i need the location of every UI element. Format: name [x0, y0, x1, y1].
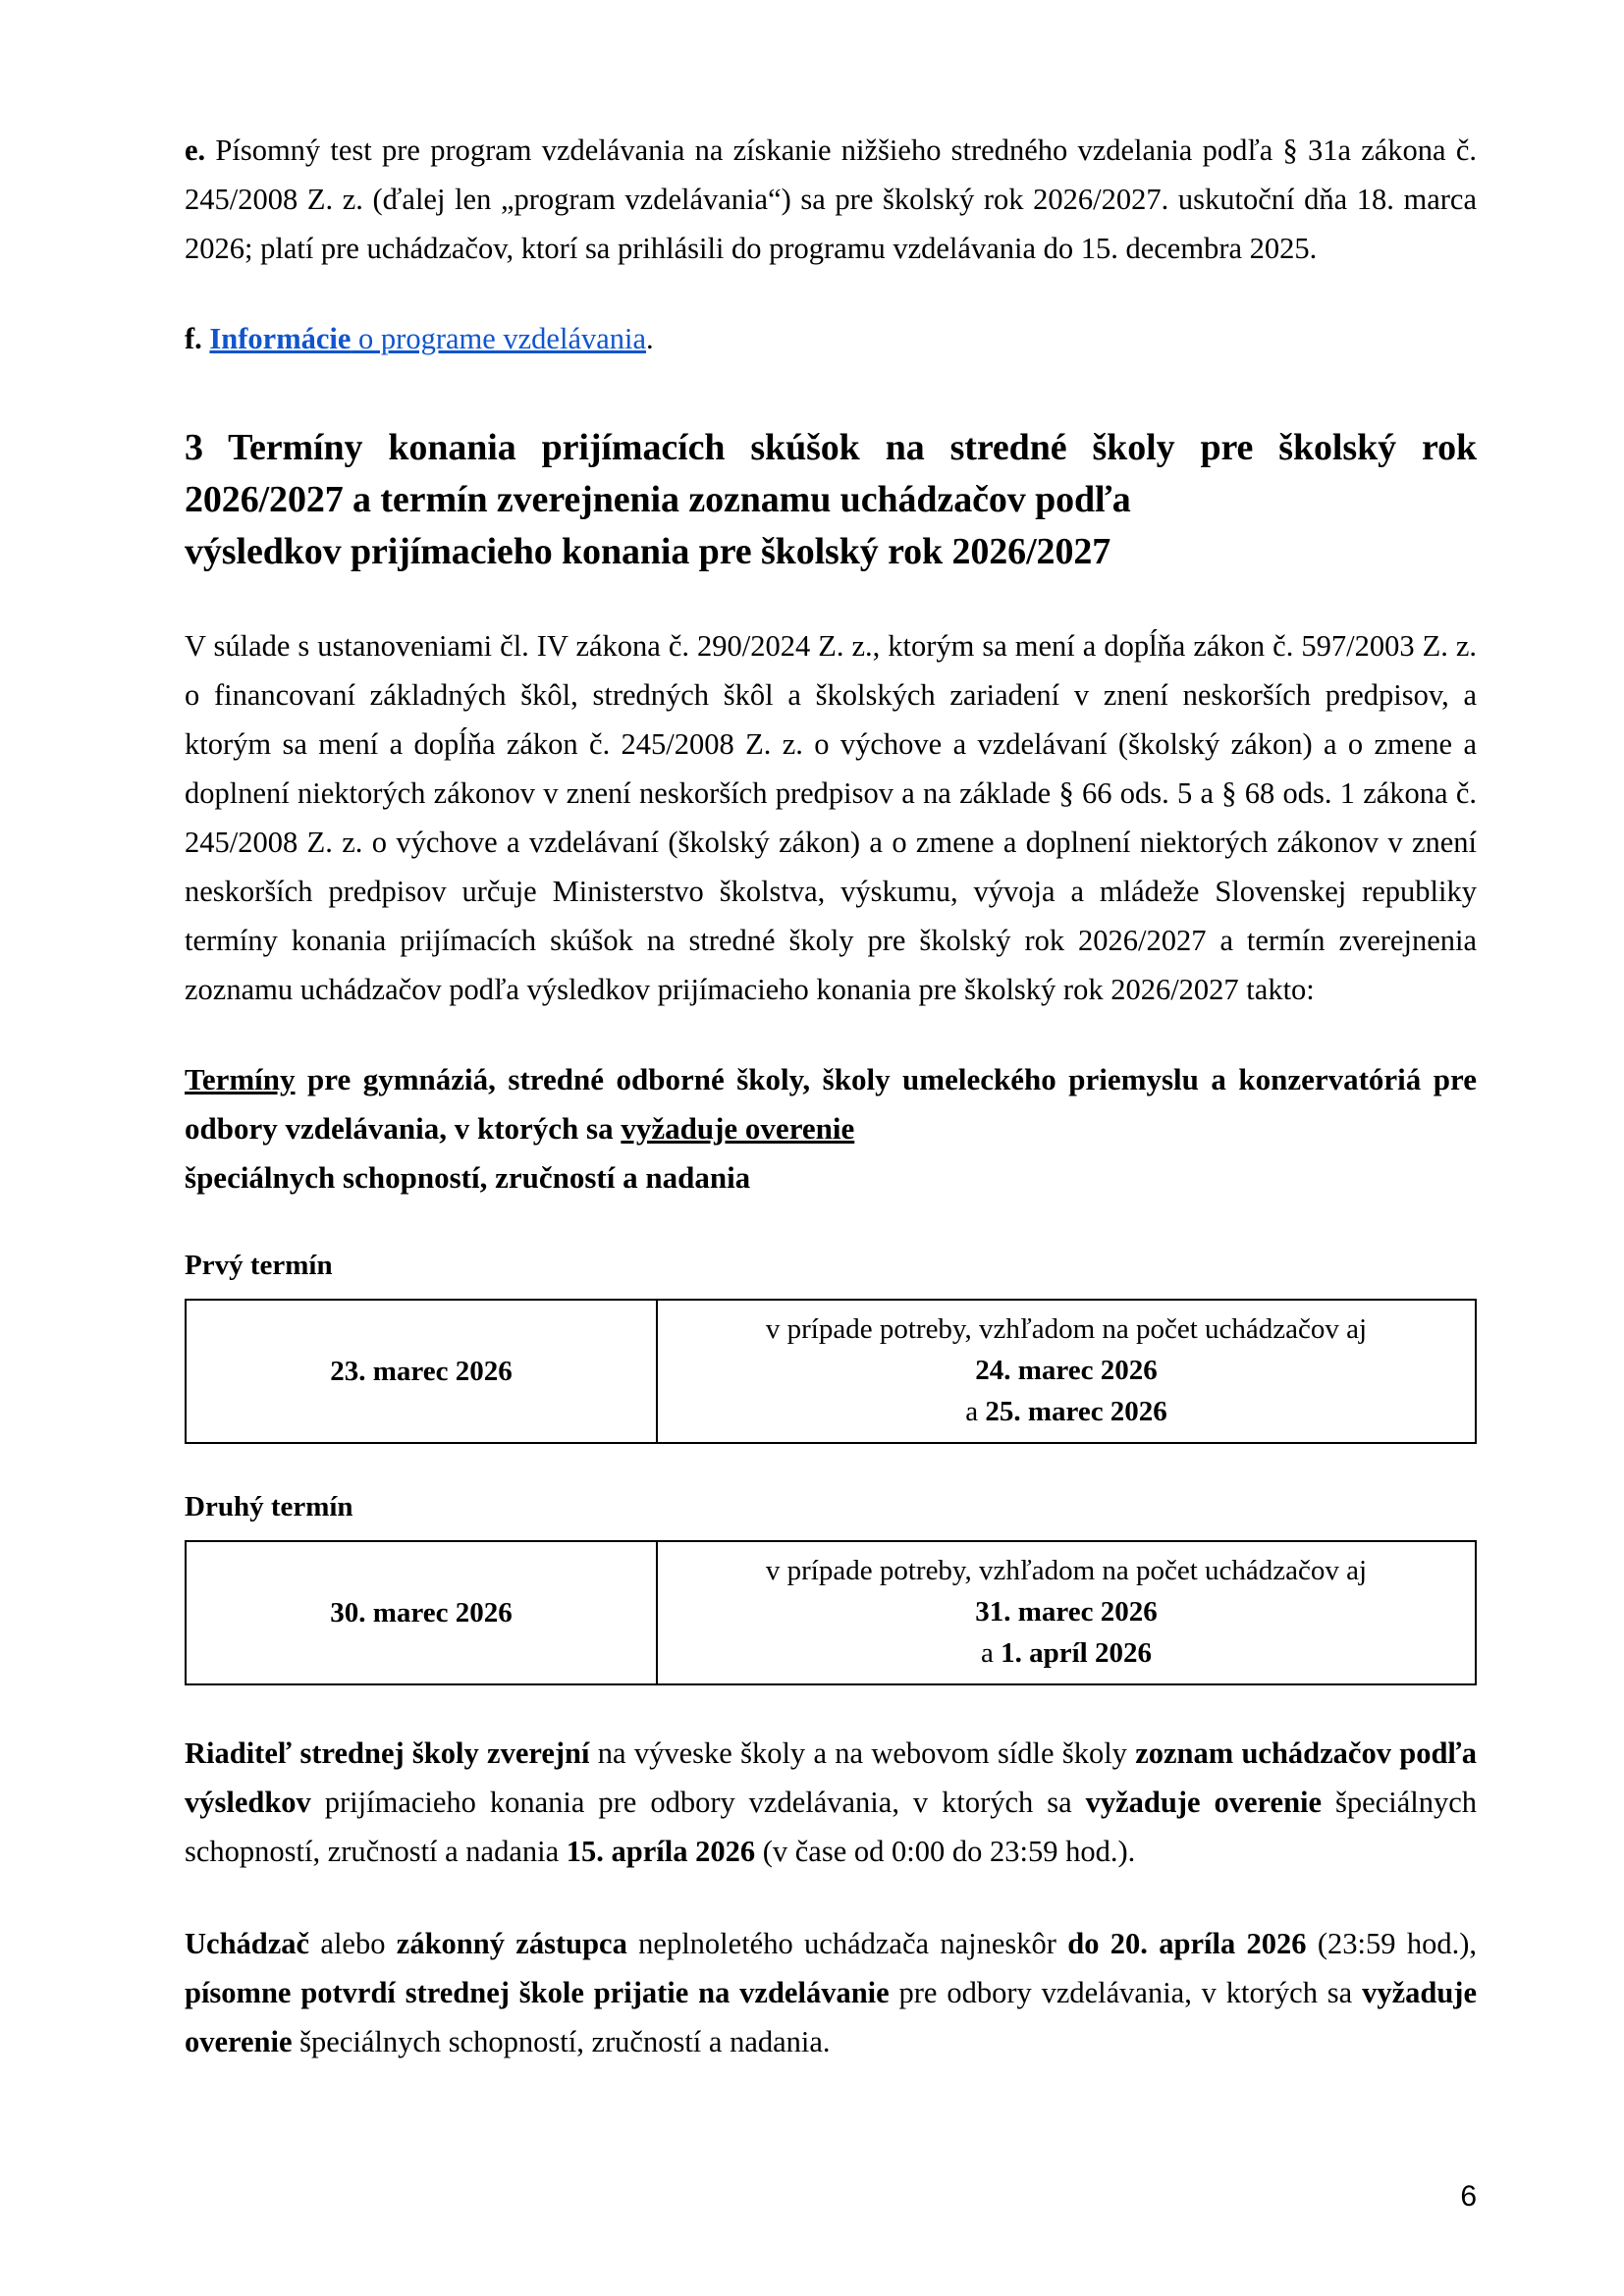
second-term-alt-date-2-value: 1. apríl 2026 — [1001, 1637, 1152, 1669]
applicant-bold-2: zákonný zástupca — [396, 1927, 627, 1960]
first-term-note: v prípade potreby, vzhľadom na počet uchádzačov aj — [765, 1313, 1368, 1345]
applicant-text-1: alebo — [309, 1927, 397, 1960]
director-text-2: prijímacieho konania pre odbory vzdelávania, v ktorých sa — [310, 1786, 1086, 1819]
first-term-primary-date: 23. marec 2026 — [186, 1300, 657, 1443]
applicant-text-3: (23:59 hod.), — [1306, 1927, 1477, 1960]
second-term-alternate-dates — [657, 1541, 1476, 1684]
director-text-4: (v čase od 0:00 do 23:59 hod.). — [755, 1835, 1136, 1868]
second-term-primary-date: 30. marec 2026 — [186, 1541, 657, 1684]
list-item-f-period: . — [646, 322, 654, 355]
second-term-table — [185, 1540, 1477, 1685]
page-content — [185, 126, 1477, 2066]
intro-paragraph: V súlade s ustanoveniami čl. IV zákona č. 290/2024 Z. z., ktorým sa mení a dopĺňa zákon č. 597/2003 Z. z. o financovaní základných škôl, stredných škôl a školských zariadení v znení neskorších predpisov, a ktorým sa mení a dopĺňa zákon č. 245/2008 Z. z. o výchove a vzdelávaní (školský zákon) a o zmene a doplnení niektorých zákonov v znení neskorších predpisov a na základe § 66 ods. 5 a § 68 ods. 1 zákona č. 245/2008 Z. z. o výchove a vzdelávaní (školský zákon) a o zmene a doplnení niektorých zákonov v znení neskorších predpisov určuje Ministerstvo školstva, výskumu, vývoja a mládeže Slovenskej republiky termíny konania prijímacích skúšok na stredné školy pre školský rok 2026/2027 a termín zverejnenia zoznamu uchádzačov podľa výsledkov prijímacieho konania pre školský rok 2026/2027 takto: — [185, 629, 1477, 1006]
heading-line-1: 3 Termíny konania prijímacích skúšok na stredné školy pre školský — [185, 427, 1396, 468]
director-text-3: špeciálnych schopností, zručností a nadania — [185, 1786, 1477, 1868]
link-rest-part: o programe vzdelávania — [351, 322, 647, 355]
table-row — [186, 1300, 1476, 1443]
applicant-bold-4: písomne potvrdí strednej škole prijatie na vzdelávanie — [185, 1976, 890, 2009]
director-paragraph — [185, 1729, 1477, 1876]
terms-subheading-end: špeciálnych schopností, zručností a nadania — [185, 1160, 751, 1195]
list-item-e-text: Písomný test pre program vzdelávania na získanie nižšieho stredného vzdelania podľa § 31a zákona č. 245/2008 Z. z. (ďalej len „program vzdelávania“) sa pre školský rok 2026/2027. uskutoční dňa 18. marca 2026; platí pre uchádzačov, ktorí sa prihlásili do programu vzdelávania do 15. decembra 2025. — [185, 133, 1477, 265]
first-term-table — [185, 1299, 1477, 1444]
heading-line-2: rok 2026/2027 a termín zverejnenia zoznamu uchádzačov podľa — [185, 427, 1477, 520]
first-term-label: Prvý termín — [185, 1250, 333, 1281]
second-term-label: Druhý termín — [185, 1491, 353, 1522]
page-number: 6 — [1460, 2180, 1477, 2213]
applicant-text-4: pre odbory vzdelávania, v ktorých sa — [889, 1976, 1363, 2009]
list-item-e-marker: e. — [185, 133, 206, 167]
applicant-text-2: neplnoletého uchádzača najneskôr — [626, 1927, 1068, 1960]
table-row — [186, 1541, 1476, 1684]
first-term-alternate-dates — [657, 1300, 1476, 1443]
terms-subheading — [185, 1055, 1477, 1202]
director-bold-3: vyžaduje overenie — [1085, 1786, 1323, 1819]
program-info-link[interactable] — [209, 322, 646, 355]
first-term-alt-date-1: 24. marec 2026 — [975, 1355, 1158, 1386]
director-bold-1: Riaditeľ strednej školy zverejní — [185, 1736, 590, 1770]
applicant-text-5: špeciálnych schopností, zručností a nadania. — [292, 2025, 831, 2058]
terms-subheading-middle: pre gymnáziá, stredné odborné školy, školy umeleckého priemyslu a konzervatóriá pre odbory vzdelávania, v ktorých sa — [185, 1062, 1477, 1146]
director-bold-4: 15. apríla 2026 — [566, 1835, 756, 1868]
first-term-alt-date-2-value: 25. marec 2026 — [985, 1396, 1167, 1427]
second-term-alt-date-2 — [668, 1632, 1465, 1674]
list-item-f — [185, 314, 1477, 363]
second-term-alt-date-1: 31. marec 2026 — [975, 1596, 1158, 1628]
terms-subheading-underlined-start: Termíny — [185, 1062, 296, 1096]
applicant-bold-1: Uchádzač — [185, 1927, 310, 1960]
director-bold-2: zoznam uchádzačov podľa výsledkov — [185, 1736, 1477, 1819]
list-item-f-marker: f. — [185, 322, 202, 355]
applicant-bold-3: do 20. apríla 2026 — [1067, 1927, 1307, 1960]
list-item-e — [185, 126, 1477, 273]
applicant-bold-5: vyžaduje overenie — [185, 1976, 1477, 2058]
terms-subheading-underlined-mid: vyžaduje overenie — [621, 1111, 855, 1146]
director-text-1: na výveske školy a na webovom sídle školy — [589, 1736, 1136, 1770]
second-term-note: v prípade potreby, vzhľadom na počet uchádzačov aj — [765, 1555, 1368, 1586]
applicant-paragraph — [185, 1919, 1477, 2066]
page-title — [185, 422, 1477, 578]
heading-line-3: výsledkov prijímacieho konania pre školský rok 2026/2027 — [185, 531, 1111, 572]
link-bold-part: Informácie — [209, 322, 352, 355]
first-term-alt-date-2 — [668, 1391, 1465, 1432]
first-term-conjunction: a — [965, 1396, 986, 1427]
second-term-conjunction: a — [981, 1637, 1001, 1669]
